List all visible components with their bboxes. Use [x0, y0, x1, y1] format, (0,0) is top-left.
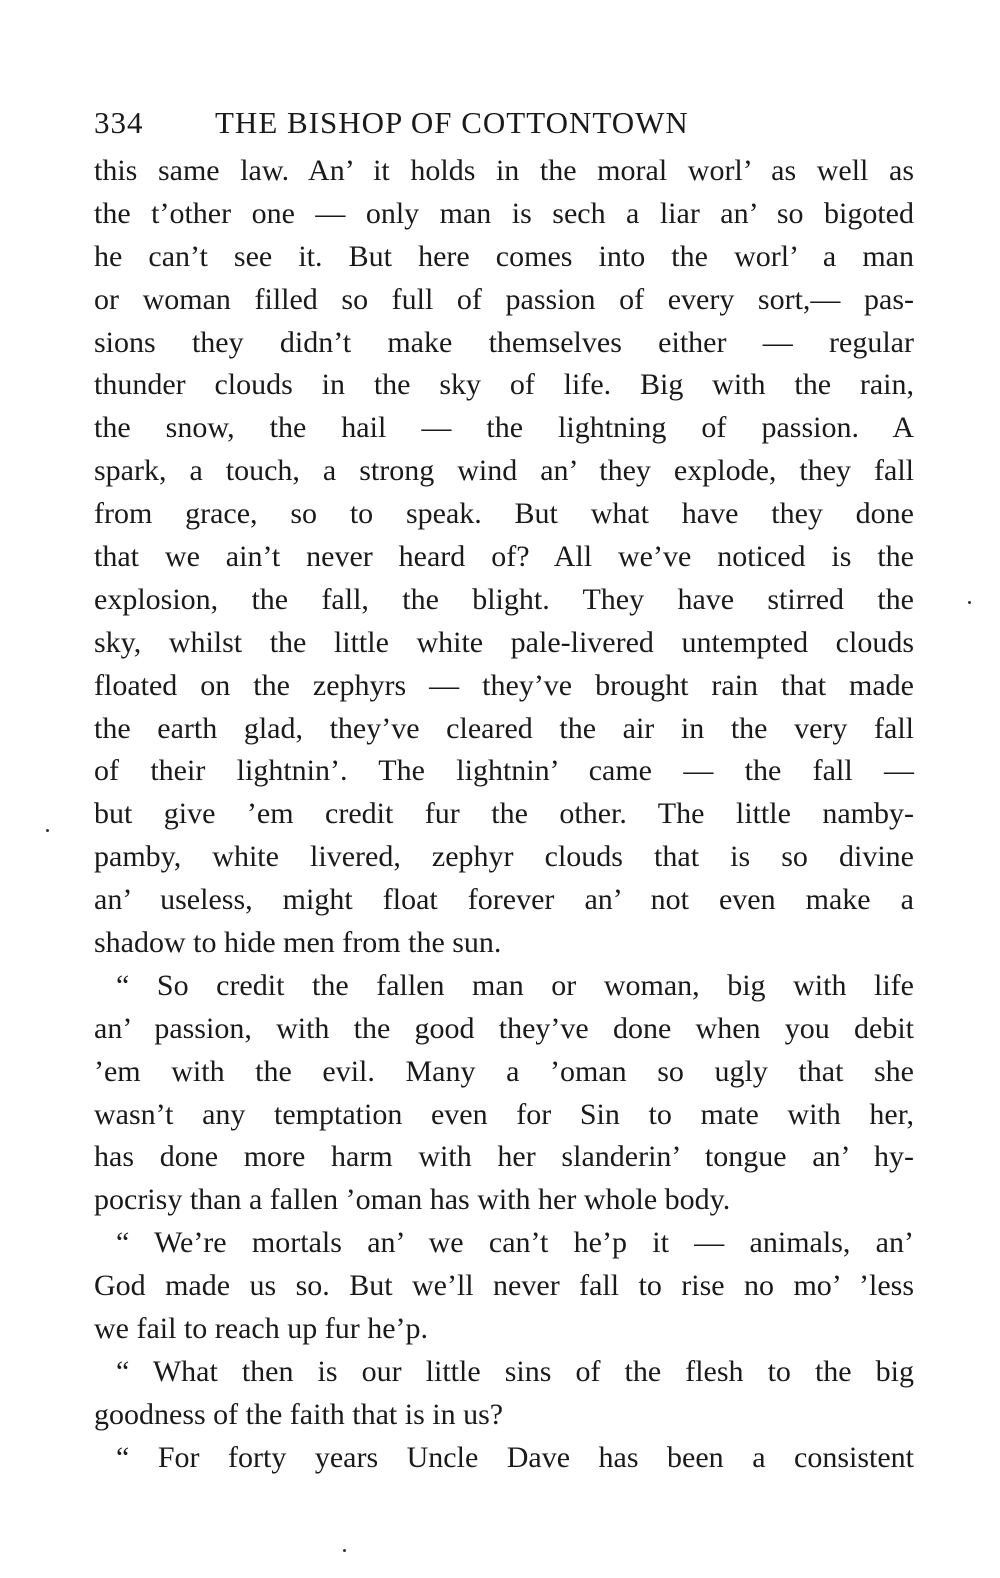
page-speck [343, 1549, 346, 1552]
text-line: spark, a touch, a strong wind an’ they explode, they fall [94, 454, 914, 488]
running-title: THE BISHOP OF COTTONTOWN [215, 105, 689, 140]
text-line: the snow, the hail — the lightning of passion. A [94, 411, 914, 445]
text-line: or woman filled so full of passion of every sort,— pas- [94, 282, 914, 316]
text-line: the t’other one — only man is sech a liar an’ so bigoted [94, 196, 914, 230]
page-header [94, 100, 914, 146]
text-line: wasn’t any temptation even for Sin to mate with her, [94, 1097, 914, 1131]
text-line: that we ain’t never heard of? All we’ve noticed is the [94, 540, 914, 574]
text-line: we fail to reach up fur he’p. [94, 1312, 429, 1346]
text-line: sions they didn’t make themselves either — regular [94, 325, 914, 359]
text-line: the earth glad, they’ve cleared the air in the very fall [94, 711, 914, 745]
text-line: pocrisy than a fallen ’oman has with her whole body. [94, 1183, 731, 1217]
text-line: sky, whilst the little white pale-livered untempted clouds [94, 625, 914, 659]
body-text [94, 150, 914, 1480]
text-line: explosion, the fall, the blight. They have stirred the [94, 582, 914, 616]
text-line: pamby, white livered, zephyr clouds that is so divine [94, 840, 914, 874]
text-line: he can’t see it. But here comes into the worl’ a man [94, 239, 914, 273]
paragraph-start-line: “ What then is our little sins of the flesh to the big [116, 1354, 914, 1388]
page-speck [968, 601, 971, 604]
paragraph-start-line: “ For forty years Uncle Dave has been a consistent [116, 1440, 914, 1474]
text-line: this same law. An’ it holds in the moral worl’ as well as [94, 154, 914, 187]
text-line: has done more harm with her slanderin’ tongue an’ hy- [94, 1140, 914, 1174]
text-line: shadow to hide men from the sun. [94, 926, 502, 960]
text-line: but give ’em credit fur the other. The little namby- [94, 797, 914, 831]
text-line: an’ useless, might float forever an’ not even make a [94, 883, 914, 917]
text-line: from grace, so to speak. But what have they done [94, 497, 914, 531]
text-line: ’em with the evil. Many a ’oman so ugly that she [94, 1054, 914, 1088]
text-line: of their lightnin’. The lightnin’ came — the fall — [94, 754, 914, 788]
text-line: floated on the zephyrs — they’ve brought rain that made [94, 668, 914, 702]
paragraph-start-line: “ We’re mortals an’ we can’t he’p it — animals, an’ [116, 1226, 914, 1260]
text-line: thunder clouds in the sky of life. Big with the rain, [94, 368, 914, 402]
page-number: 334 [94, 105, 144, 140]
book-page [94, 100, 914, 1480]
text-line: God made us so. But we’ll never fall to rise no mo’ ’less [94, 1269, 914, 1303]
paragraph-start-line: “ So credit the fallen man or woman, big with life [116, 968, 914, 1002]
text-line: goodness of the faith that is in us? [94, 1397, 504, 1431]
page-speck [46, 829, 49, 832]
text-line: an’ passion, with the good they’ve done when you debit [94, 1011, 914, 1045]
